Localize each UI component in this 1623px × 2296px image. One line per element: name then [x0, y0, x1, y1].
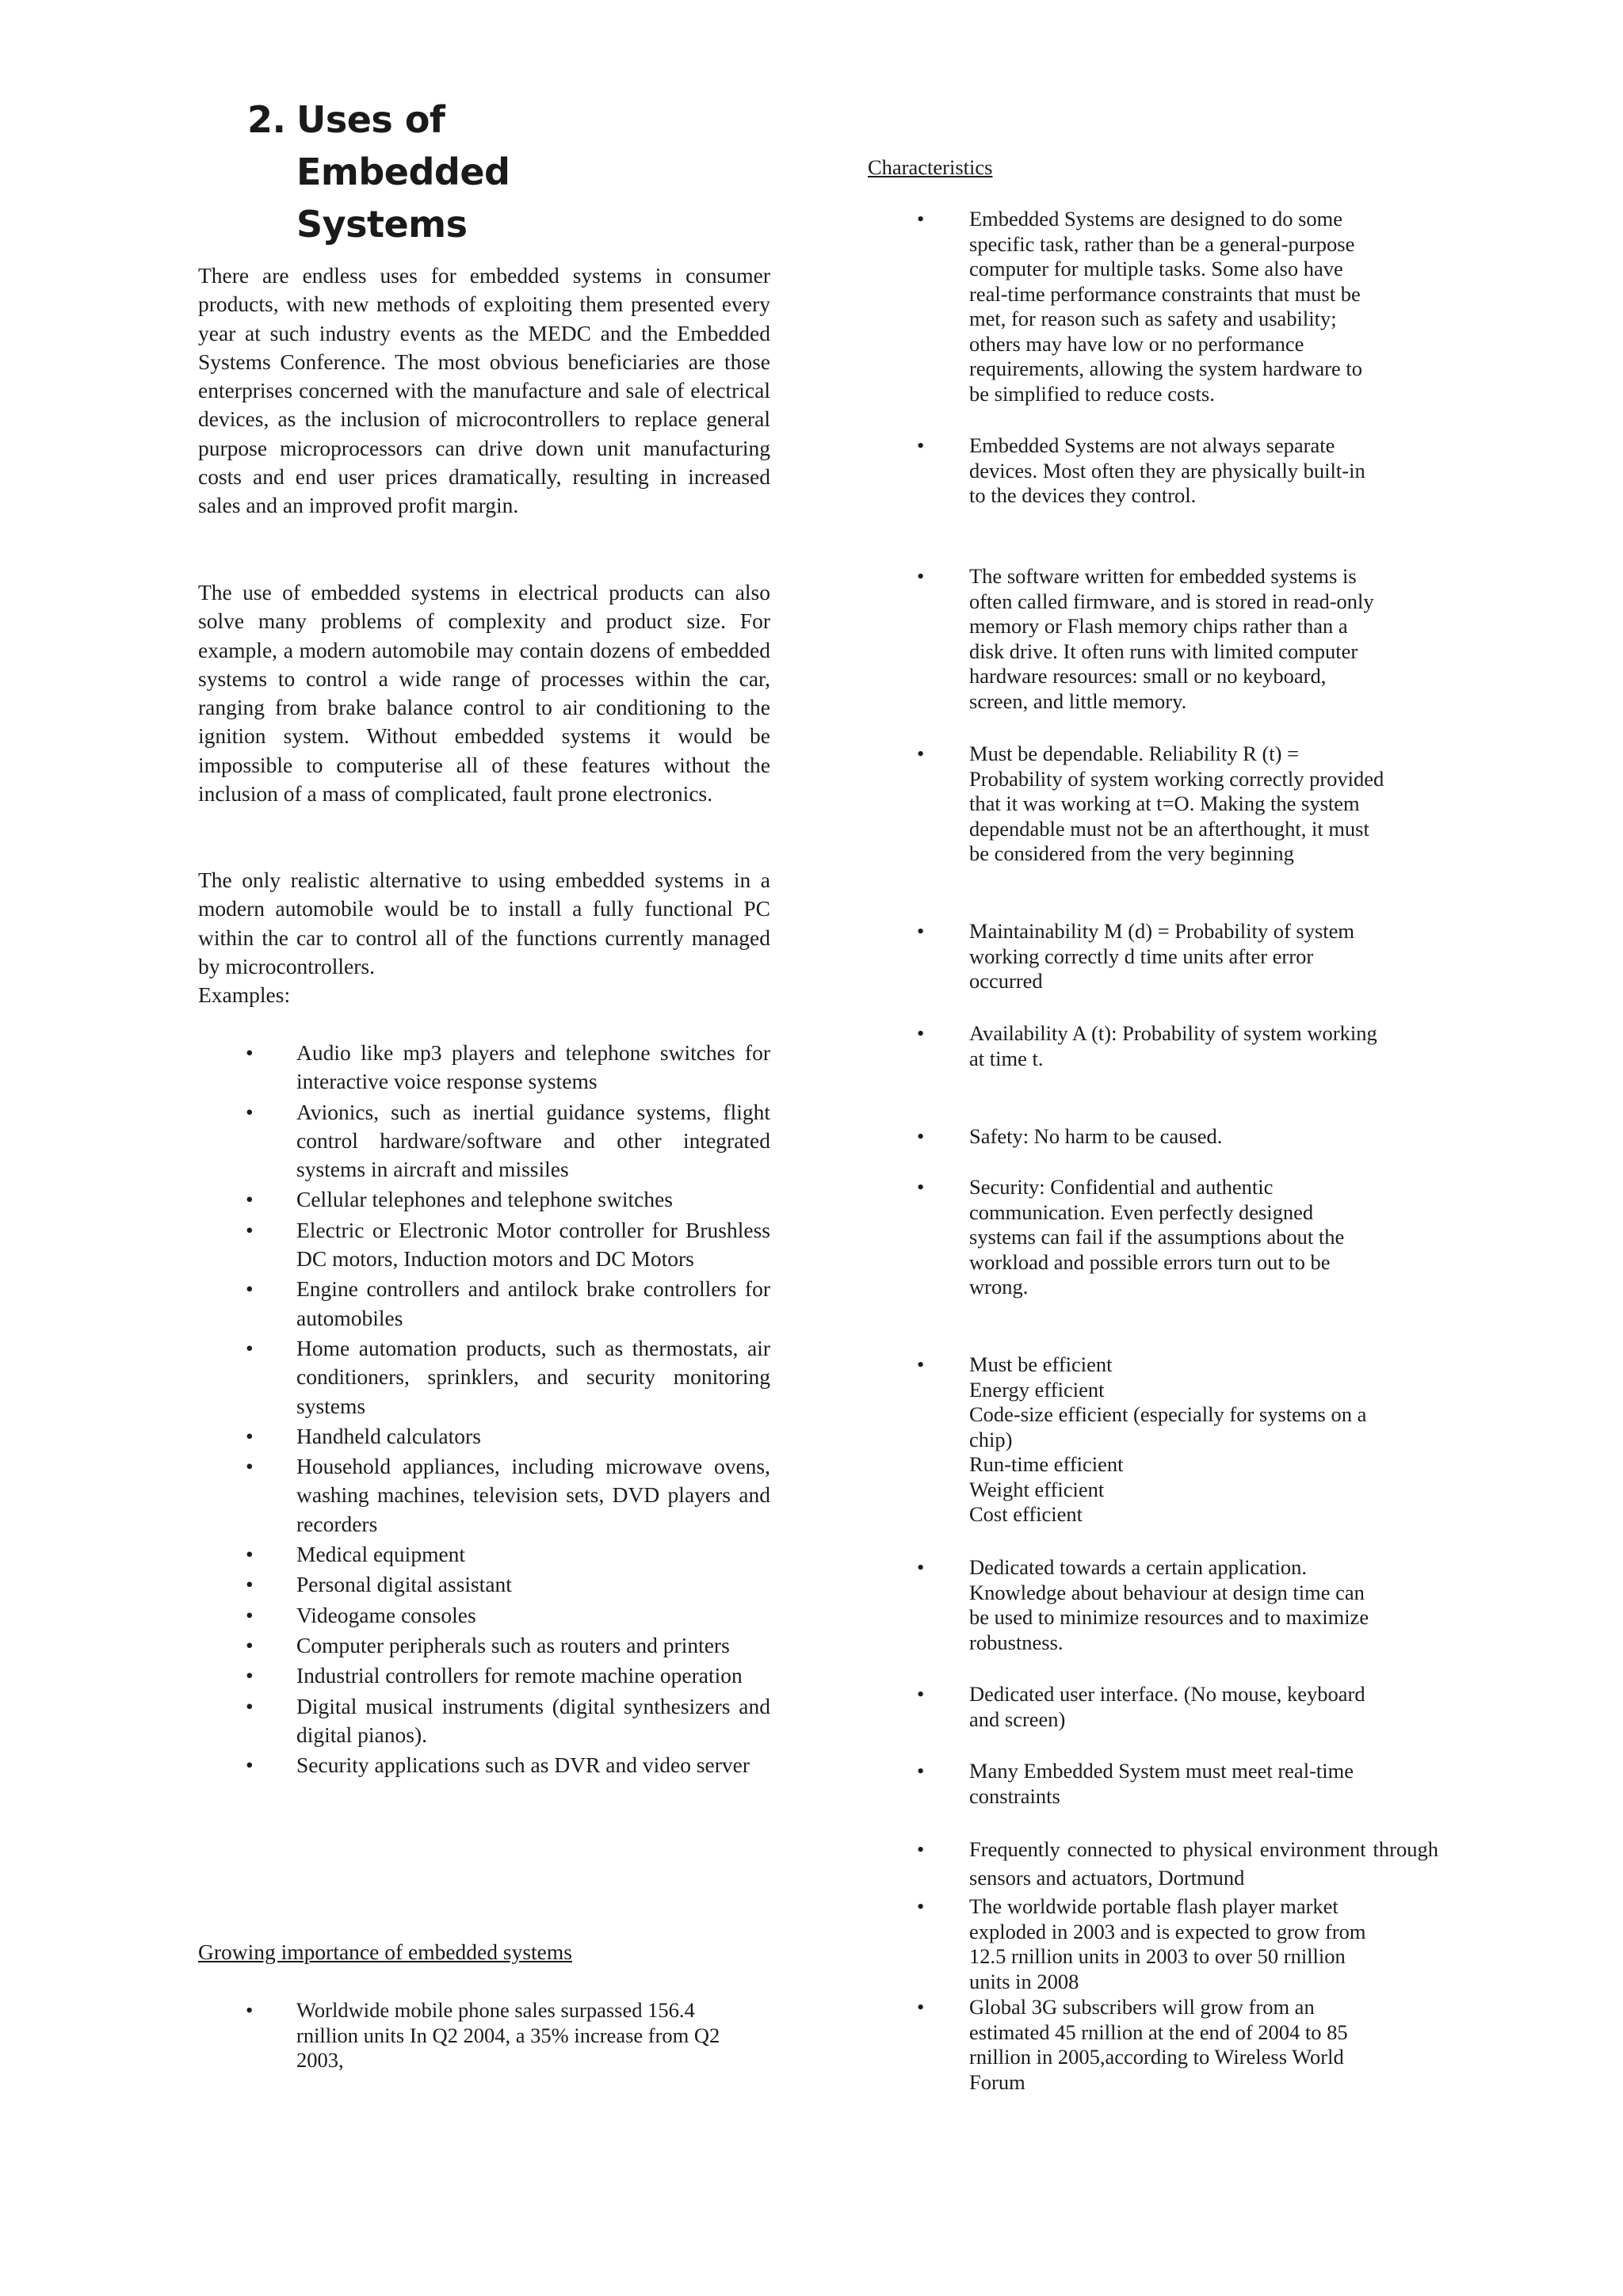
- examples-label: Examples:: [198, 982, 291, 1008]
- examples-list: [198, 1039, 770, 1781]
- list-item: • Computer peripherals such as routers and printers: [198, 1631, 770, 1660]
- item-line: chip): [969, 1427, 1013, 1451]
- list-item: [868, 1894, 1438, 1994]
- item-line: 12.5 rnillion units in 2003 to over 50 rnillion: [969, 1944, 1346, 1968]
- item-line: constraints: [969, 1783, 1060, 1808]
- paragraph-intro: There are endless uses for embedded systems in consumer products, with new methods of exploiting them presented every year at such industry events as the MEDC and the Embedded Systems Conference. The most obvious beneficiaries are those enterprises concerned with the manufacture and sale of electrical devices, as the inclusion of microcontrollers to replace general purpose microprocessors can drive down unit manufacturing costs and end user prices dramatically, resulting in increased sales and an improved profit margin.: [198, 263, 770, 518]
- list-item: • Security applications such as DVR and video server: [198, 1751, 770, 1779]
- item-line: dependable must not be an afterthought, it must: [969, 816, 1369, 841]
- alternative-block: [198, 866, 770, 1009]
- list-item: [868, 1124, 1438, 1150]
- item-line: devices. Most often they are physically built-in: [969, 458, 1365, 482]
- item-line: Code-size efficient (especially for systems on a: [969, 1402, 1367, 1426]
- item-line: hardware resources: small or no keyboard,: [969, 664, 1327, 688]
- item-line: communication. Even perfectly designed: [969, 1199, 1314, 1224]
- item-line: others may have low or no performance: [969, 331, 1304, 356]
- item-line: met, for reason such as safety and usability;: [969, 307, 1337, 330]
- item-line: that it was working at t=O. Making the system: [969, 791, 1360, 815]
- section-title-text: Uses of Embedded Systems: [296, 98, 510, 246]
- item-line: • Dedicated user interface. (No mouse, keyboard: [969, 1682, 1365, 1706]
- item-line: • Global 3G subscribers will grow from an: [969, 1995, 1315, 2019]
- item-line: occurred: [969, 969, 1043, 993]
- list-item: [868, 1175, 1438, 1300]
- growing-importance-list: [198, 1998, 753, 2075]
- list-item: [868, 1682, 1438, 1732]
- item-line: real-time performance constraints that must be: [969, 281, 1361, 306]
- list-item: [868, 1352, 1438, 1527]
- item-line: • Embedded Systems are not always separate: [969, 433, 1335, 457]
- item-line: • Dedicated towards a certain application.: [969, 1555, 1308, 1579]
- item-line: robustness.: [969, 1630, 1064, 1654]
- item-line: memory or Flash memory chips rather than a: [969, 614, 1348, 638]
- item-line: • Must be dependable. Reliability R (t) =: [969, 742, 1300, 765]
- item-line: Probability of system working correctly provided: [969, 766, 1384, 791]
- item-line: working correctly d time units after error: [969, 944, 1314, 968]
- item-line: and screen): [969, 1707, 1066, 1731]
- item-line: • Must be efficient: [969, 1352, 1113, 1376]
- item-line: often called firmware, and is stored in read-only: [969, 589, 1374, 613]
- item-line: • Many Embedded System must meet real-time: [969, 1759, 1354, 1783]
- item-line: • Availability A (t): Probability of system working: [969, 1021, 1377, 1045]
- item-line: • Embedded Systems are designed to do some: [969, 207, 1343, 231]
- item-line: disk drive. It often runs with limited computer: [969, 639, 1358, 663]
- list-item: [868, 433, 1438, 509]
- item-line: computer for multiple tasks. Some also have: [969, 257, 1343, 280]
- item-line: • The software written for embedded systems is: [969, 564, 1357, 588]
- item-line: be considered from the very beginning: [969, 841, 1294, 865]
- section-number: 2.: [247, 98, 286, 141]
- paragraph-alternative: The only realistic alternative to using embedded systems in a modern automobile would be to install a fully functional PC within the car to control all of the functions currently managed by microcontrollers.: [198, 868, 770, 978]
- item-line: • Maintainability M (d) = Probability of system: [969, 919, 1355, 943]
- growing-importance-heading: Growing importance of embedded systems: [198, 1939, 572, 1964]
- list-item: [868, 1555, 1438, 1655]
- list-item: • Personal digital assistant: [198, 1570, 770, 1599]
- item-line: • The worldwide portable flash player market: [969, 1894, 1338, 1918]
- section-title: [247, 93, 645, 250]
- item-line: Weight efficient: [969, 1477, 1105, 1501]
- list-item: [868, 1021, 1438, 1071]
- item-line: wrong.: [969, 1275, 1029, 1299]
- item-line: be simplified to reduce costs.: [969, 381, 1215, 406]
- item-line: workload and possible errors turn out to be: [969, 1249, 1331, 1274]
- list-item: [868, 742, 1438, 867]
- list-item: [868, 1759, 1438, 1809]
- item-line: Energy efficient: [969, 1377, 1105, 1402]
- list-item: [868, 1995, 1438, 2095]
- list-item: • Industrial controllers for remote machine operation: [198, 1661, 770, 1690]
- list-item: • Audio like mp3 players and telephone switches for interactive voice response systems: [198, 1039, 770, 1097]
- list-item: • Worldwide mobile phone sales surpassed 156.4 rnillion units In Q2 2004, a 35% increase from Q2 2003,: [198, 1998, 753, 2073]
- item-line: Run-time efficient: [969, 1452, 1124, 1476]
- list-item: • Avionics, such as inertial guidance systems, flight control hardware/software and other integrated systems in aircraft and missiles: [198, 1098, 770, 1184]
- item-line: estimated 45 rnillion at the end of 2004 to 85: [969, 2019, 1348, 2044]
- list-item: • Engine controllers and antilock brake controllers for automobiles: [198, 1275, 770, 1333]
- list-item: [868, 564, 1438, 714]
- item-line: systems can fail if the assumptions about the: [969, 1225, 1345, 1249]
- item-line: Frequently connected to physical environment through sensors and actuators, Dortmund: [969, 1837, 1438, 1890]
- characteristics-heading: Characteristics: [868, 155, 993, 179]
- item-line: Knowledge about behaviour at design time can: [969, 1580, 1365, 1604]
- item-line: be used to minimize resources and to maximize: [969, 1605, 1369, 1629]
- item-line: to the devices they control.: [969, 483, 1197, 507]
- list-item: • Home automation products, such as thermostats, air conditioners, sprinklers, and security monitoring systems: [198, 1334, 770, 1421]
- list-item: • Household appliances, including microwave ovens, washing machines, television sets, DVD players and recorders: [198, 1452, 770, 1539]
- paragraph-complexity: The use of embedded systems in electrical products can also solve many problems of complexity and product size. For example, a modern automobile may contain dozens of embedded systems to control a wide range of processes within the car, ranging from brake balance control to air conditioning to the ignition system. Without embedded systems it would be impossible to computerise all of these features without the inclusion of a mass of complicated, fault prone electronics.: [198, 580, 770, 807]
- list-item: • Digital musical instruments (digital synthesizers and digital pianos).: [198, 1692, 770, 1750]
- list-item: [868, 919, 1438, 994]
- item-line: screen, and little memory.: [969, 688, 1187, 713]
- item-line: • Security: Confidential and authentic: [969, 1175, 1274, 1199]
- item-line: units in 2008: [969, 1969, 1079, 1993]
- item-line: rnillion in 2005,according to Wireless World: [969, 2045, 1344, 2069]
- list-item: • Handheld calculators: [198, 1422, 770, 1451]
- item-line: at time t.: [969, 1046, 1044, 1070]
- item-line: specific task, rather than be a general-purpose: [969, 231, 1355, 256]
- list-item: • Videogame consoles: [198, 1601, 770, 1630]
- item-line: • Safety: No harm to be caused.: [969, 1124, 1223, 1148]
- list-item: • Medical equipment: [198, 1540, 770, 1569]
- item-line: exploded in 2003 and is expected to grow from: [969, 1919, 1366, 1943]
- list-item: [868, 207, 1438, 406]
- item-line: Forum: [969, 2069, 1025, 2094]
- item-line: requirements, allowing the system hardware to: [969, 357, 1362, 380]
- list-item: • Cellular telephones and telephone switches: [198, 1185, 770, 1214]
- list-item: • Electric or Electronic Motor controller for Brushless DC motors, Induction motors and DC Motors: [198, 1216, 770, 1274]
- item-line: Cost efficient: [969, 1502, 1083, 1526]
- list-item: [868, 1835, 1438, 1892]
